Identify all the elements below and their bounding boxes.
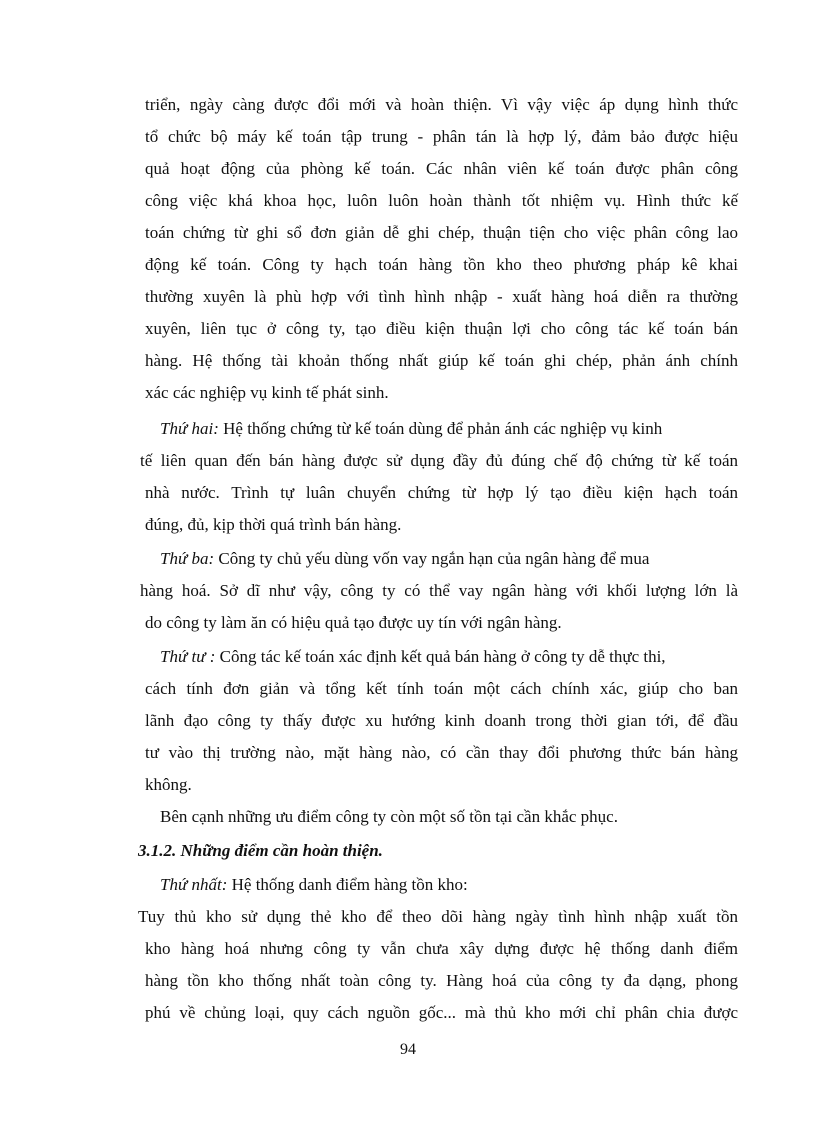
text-line: kho hàng hoá nhưng công ty vẫn chưa xây dựng được hệ thống danh điểm: [145, 939, 738, 958]
text-line: hàng hoá. Sở dĩ như vậy, công ty có thể vay ngân hàng với khối lượng lớn là: [140, 581, 738, 600]
paragraph-first-line: [160, 646, 666, 668]
paragraph-label: Thứ nhất:: [160, 875, 228, 894]
paragraph-label: Thứ ba:: [160, 549, 215, 568]
text-line: tư vào thị trường nào, mặt hàng nào, có cần thay đổi phương thức bán hàng: [145, 743, 738, 762]
text-line: lãnh đạo công ty thấy được xu hướng kinh doanh trong thời gian tới, để đầu: [145, 711, 738, 730]
text-line: hàng tồn kho thống nhất toàn công ty. Hàng hoá của công ty đa dạng, phong: [145, 971, 738, 990]
paragraph-first-line: [160, 548, 649, 570]
text-line: nhà nước. Trình tự luân chuyển chứng từ hợp lý tạo điều kiện hạch toán: [145, 483, 738, 502]
text-line: Tuy thủ kho sử dụng thẻ kho để theo dõi hàng ngày tình hình nhập xuất tồn: [138, 907, 738, 926]
text-line: công việc khá khoa học, luôn luôn hoàn thành tốt nhiệm vụ. Hình thức kế: [145, 191, 738, 210]
text-line: hàng. Hệ thống tài khoản thống nhất giúp kế toán ghi chép, phản ánh chính: [145, 351, 738, 370]
text-line: đúng, đủ, kịp thời quá trình bán hàng.: [145, 515, 402, 534]
text-run: Công tác kế toán xác định kết quả bán hàng ở công ty dễ thực thi,: [215, 647, 666, 666]
text-line: quả hoạt động của phòng kế toán. Các nhân viên kế toán được phân công: [145, 159, 738, 178]
paragraph-first-line: [160, 418, 662, 440]
text-run: Hệ thống danh điểm hàng tồn kho:: [227, 875, 468, 894]
text-line: Bên cạnh những ưu điểm công ty còn một số tồn tại cần khắc phục.: [160, 807, 618, 826]
text-line: do công ty làm ăn có hiệu quả tạo được uy tín với ngân hàng.: [145, 613, 562, 632]
section-heading: 3.1.2. Những điểm cần hoàn thiện.: [138, 841, 383, 860]
paragraph-label: Thứ hai:: [160, 419, 219, 438]
paragraph-label: Thứ tư :: [160, 647, 216, 666]
paragraph-first-line: [160, 874, 468, 896]
text-line: động kế toán. Công ty hạch toán hàng tồn kho theo phương pháp kê khai: [145, 255, 738, 274]
text-line: thường xuyên là phù hợp với tình hình nhập - xuất hàng hoá diễn ra thường: [145, 287, 738, 306]
text-line: xác các nghiệp vụ kinh tế phát sinh.: [145, 383, 389, 402]
text-line: triển, ngày càng được đổi mới và hoàn thiện. Vì vậy việc áp dụng hình thức: [145, 95, 738, 114]
text-line: tế liên quan đến bán hàng được sử dụng đầy đủ đúng chế độ chứng từ kế toán: [140, 451, 738, 470]
page-number: 94: [400, 1041, 416, 1058]
text-line: tổ chức bộ máy kế toán tập trung - phân tán là hợp lý, đảm bảo được hiệu: [145, 127, 738, 146]
text-run: Hệ thống chứng từ kế toán dùng để phản ánh các nghiệp vụ kinh: [218, 419, 663, 438]
text-line: toán chứng từ ghi sổ đơn giản dễ ghi chép, thuận tiện cho việc phân công lao: [145, 223, 738, 242]
text-line: cách tính đơn giản và tổng kết tính toán một cách chính xác, giúp cho ban: [145, 679, 738, 698]
text-line: không.: [145, 775, 192, 794]
text-line: xuyên, liên tục ở công ty, tạo điều kiện thuận lợi cho công tác kế toán bán: [145, 319, 738, 338]
text-run: Công ty chủ yếu dùng vốn vay ngắn hạn của ngân hàng để mua: [214, 549, 650, 568]
text-line: phú về chủng loại, quy cách nguồn gốc... mà thủ kho mới chỉ phân chia được: [145, 1003, 738, 1022]
